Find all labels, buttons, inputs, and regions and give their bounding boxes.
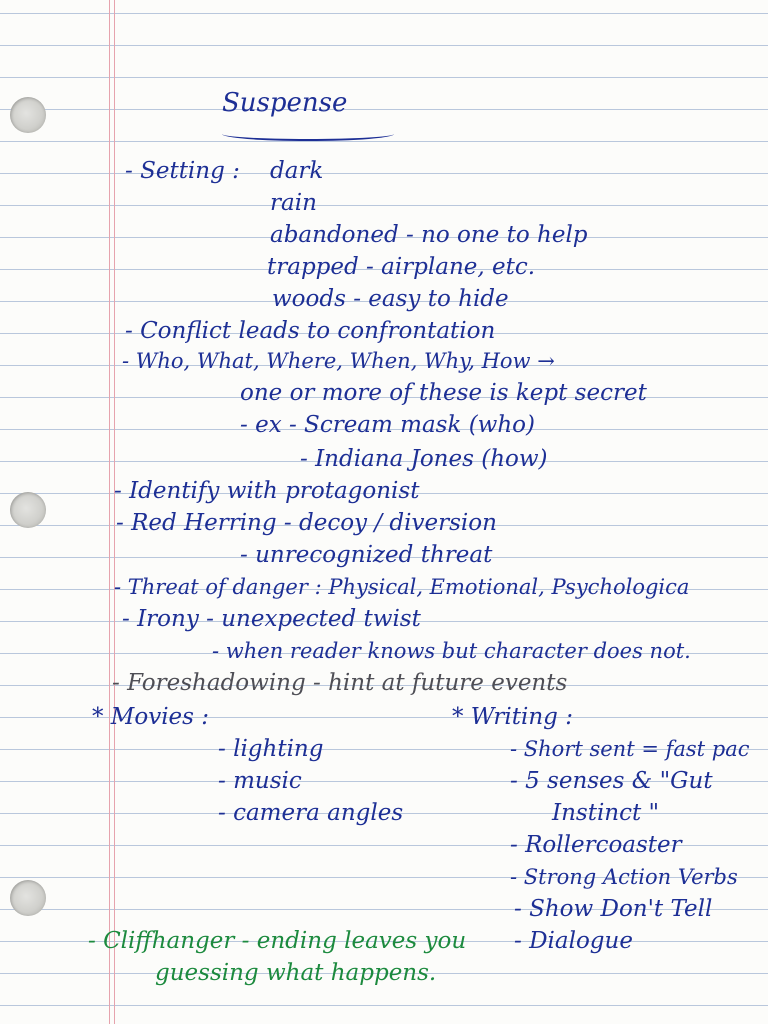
- setting-label: - Setting :: [125, 158, 240, 184]
- note-example-indiana: - Indiana Jones (how): [300, 446, 548, 472]
- movies-item: - lighting: [218, 736, 324, 762]
- setting-item: woods - easy to hide: [272, 286, 509, 312]
- margin-line: [114, 0, 115, 1024]
- setting-item: dark: [270, 158, 324, 184]
- note-identify: - Identify with protagonist: [114, 478, 420, 504]
- note-five-w-sub: one or more of these is kept secret: [240, 380, 647, 406]
- writing-item: Instinct ": [552, 800, 660, 826]
- punch-hole: [10, 97, 46, 133]
- note-threat: - Threat of danger : Physical, Emotional, Psychologica: [114, 575, 690, 599]
- note-red-herring: - Red Herring - decoy / diversion: [116, 510, 497, 536]
- writing-item: - Show Don't Tell: [514, 896, 713, 922]
- setting-item: abandoned - no one to help: [270, 222, 588, 248]
- note-foreshadowing: - Foreshadowing - hint at future events: [112, 670, 568, 696]
- writing-item: - Strong Action Verbs: [510, 865, 738, 889]
- setting-item: trapped - airplane, etc.: [267, 254, 536, 280]
- movies-heading: * Movies :: [92, 704, 210, 730]
- setting-item: rain: [270, 190, 317, 216]
- margin-line: [109, 0, 110, 1024]
- note-irony-sub: - when reader knows but character does not.: [212, 639, 691, 663]
- writing-item: - Rollercoaster: [510, 832, 682, 858]
- punch-hole: [10, 492, 46, 528]
- note-five-w: - Who, What, Where, When, Why, How →: [122, 349, 555, 373]
- note-example-scream: - ex - Scream mask (who): [240, 412, 536, 438]
- title-underline: [222, 127, 394, 141]
- writing-heading: * Writing :: [452, 704, 573, 730]
- note-irony: - Irony - unexpected twist: [122, 606, 421, 632]
- writing-item: - Dialogue: [514, 928, 633, 954]
- note-cliffhanger: - Cliffhanger - ending leaves you: [88, 928, 467, 954]
- writing-item: - Short sent = fast pac: [510, 737, 750, 761]
- note-cliffhanger-sub: guessing what happens.: [155, 960, 437, 986]
- note-unrecognized: - unrecognized threat: [240, 542, 493, 568]
- page-title: Suspense: [222, 88, 348, 118]
- movies-item: - music: [218, 768, 302, 794]
- note-conflict: - Conflict leads to confrontation: [125, 318, 496, 344]
- writing-item: - 5 senses & "Gut: [510, 768, 713, 794]
- movies-item: - camera angles: [218, 800, 404, 826]
- punch-hole: [10, 880, 46, 916]
